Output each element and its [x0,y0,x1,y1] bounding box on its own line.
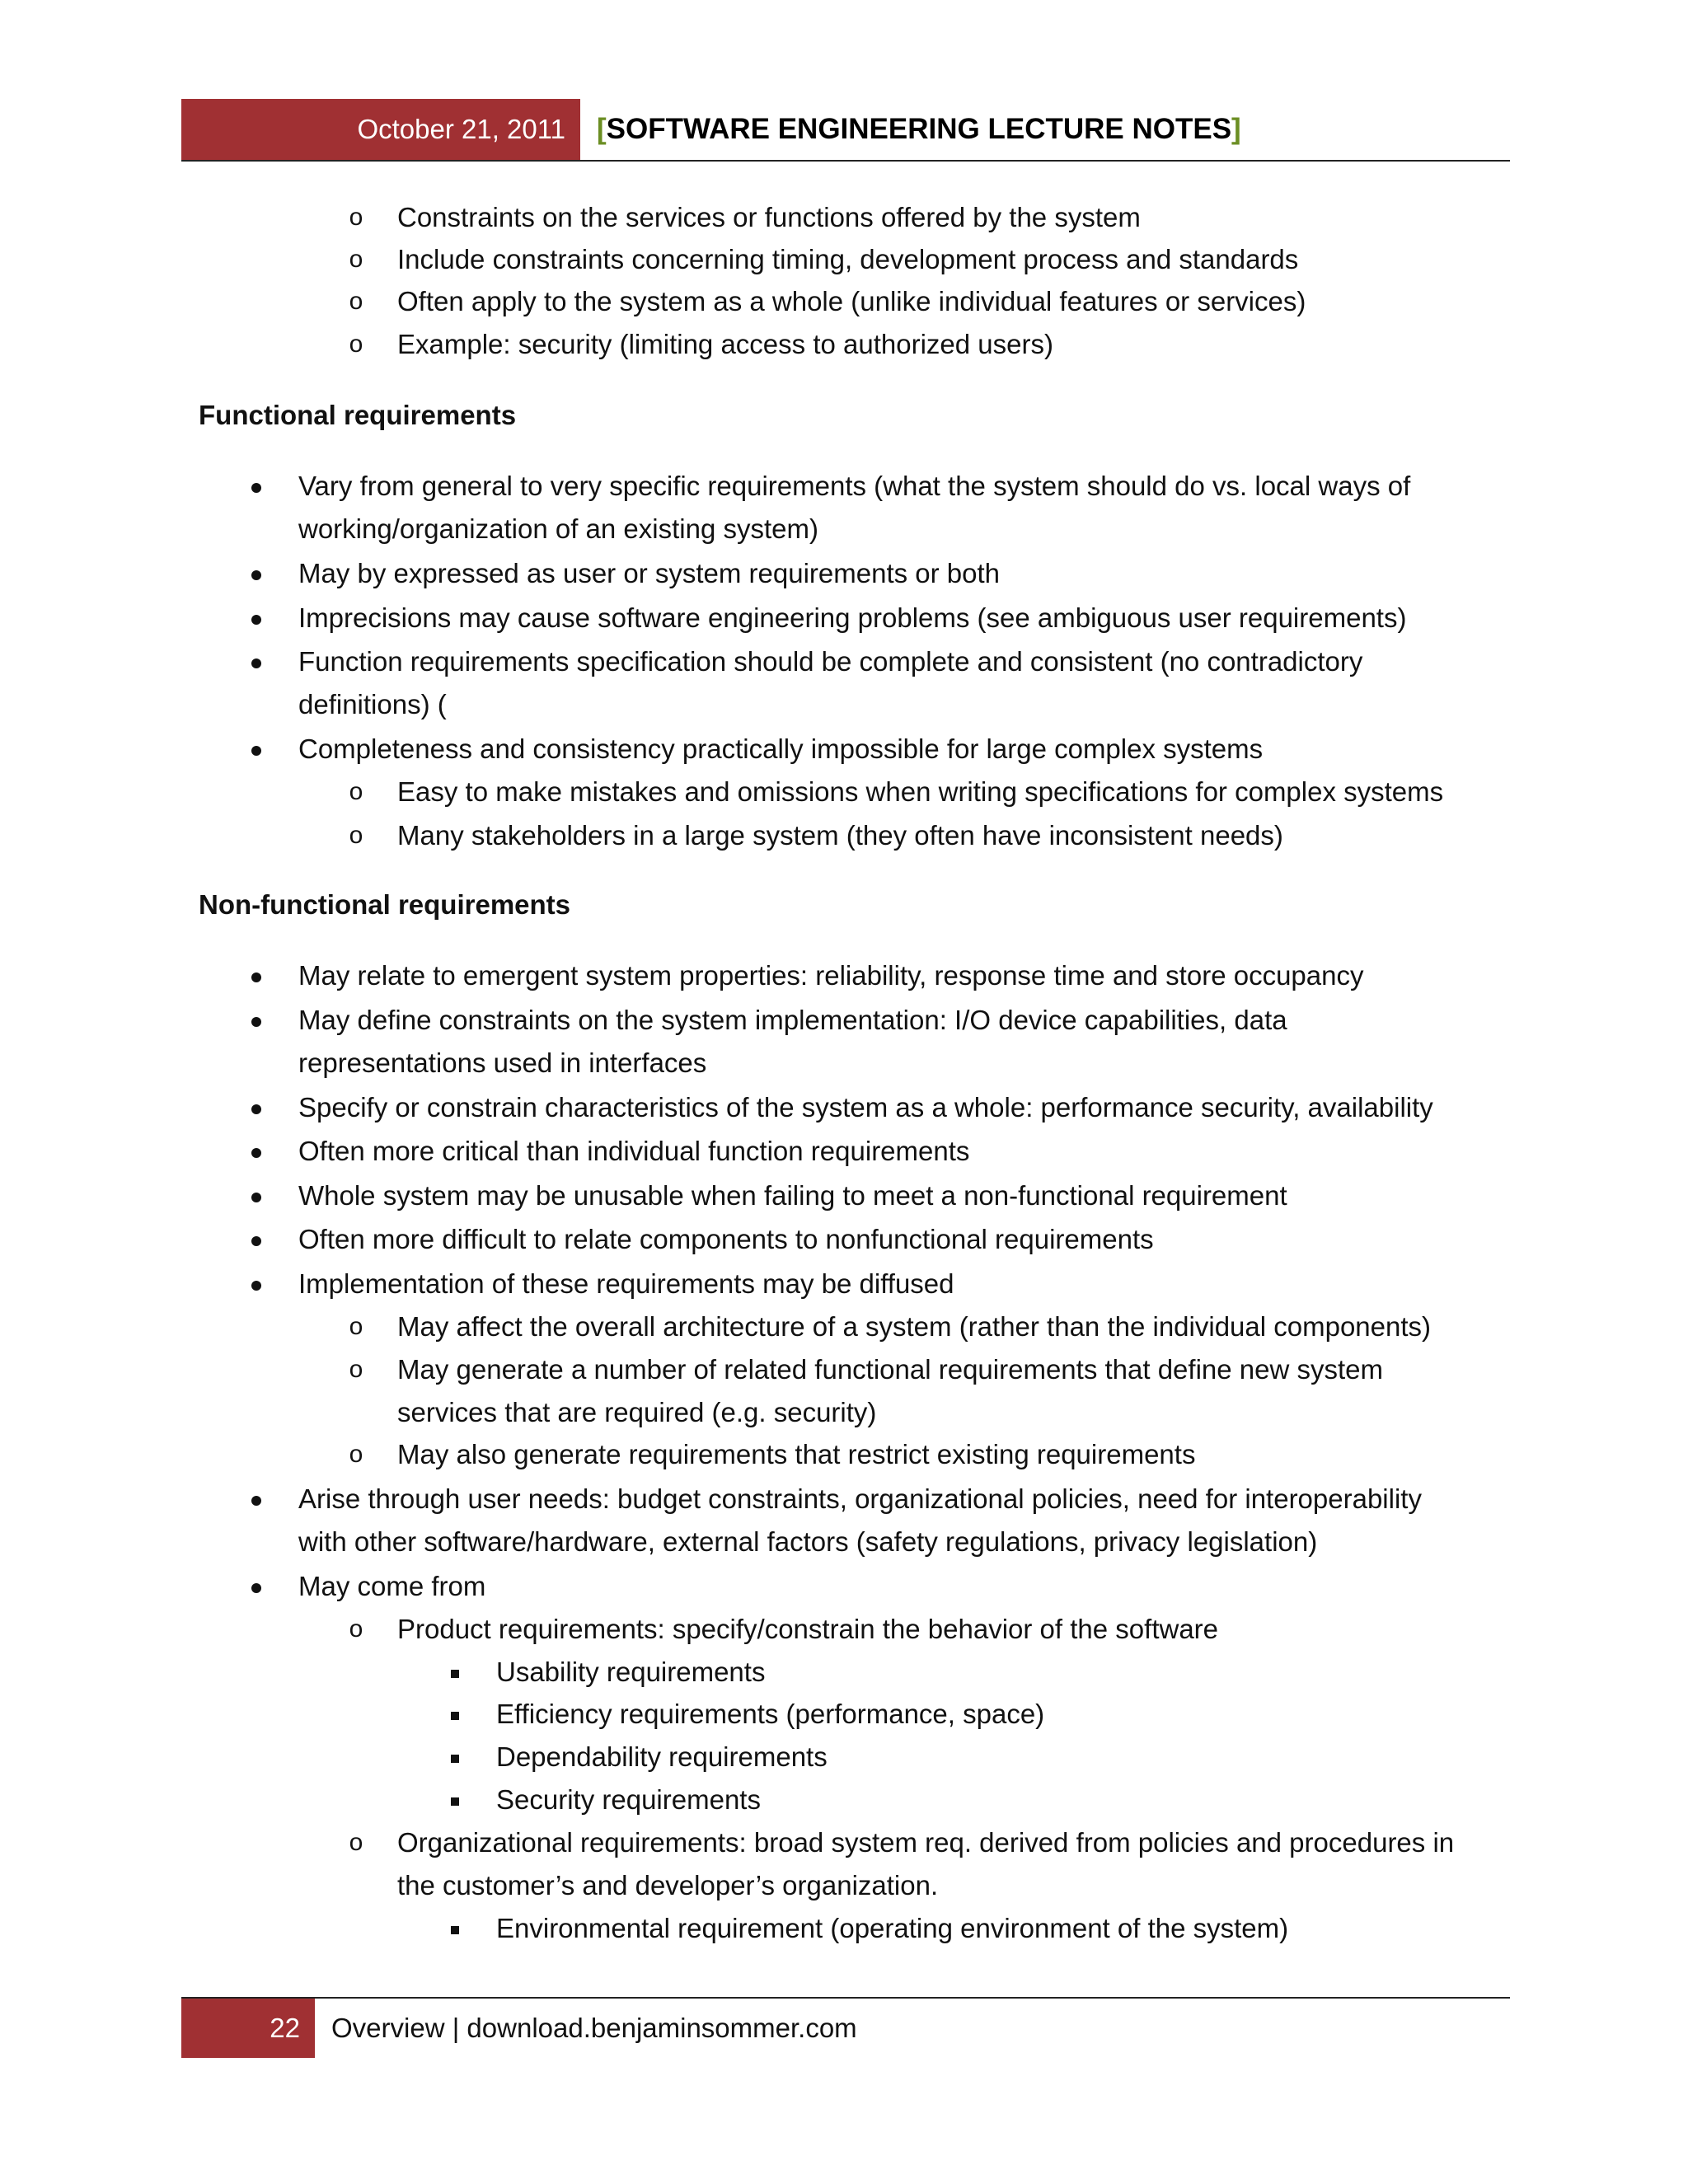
list-item: Completeness and consistency practically impossible for large complex systems [298,733,1264,764]
list-item: Often more difficult to relate components to nonfunctional requirements [298,1224,1154,1254]
square-bullet-icon [440,1656,470,1689]
list-item: Environmental requirement (operating environment of the system) [496,1913,1289,1943]
list-item: Often apply to the system as a whole (unlike individual features or services) [397,286,1306,316]
list-item: May define constraints on the system implementation: I/O device capabilities, data [298,1005,1287,1035]
circle-bullet-icon: o [349,246,363,273]
bullet-icon [241,1570,271,1603]
list-item-continuation: services that are required (e.g. security) [397,1397,877,1427]
circle-bullet-icon: o [349,1615,363,1643]
bullet-icon [241,470,271,503]
bullet-icon [241,1004,271,1037]
footer-page-bar [181,1999,315,2058]
circle-bullet-icon: o [349,1313,363,1340]
bullet-icon [241,602,271,635]
circle-bullet-icon: o [349,204,363,231]
list-item: Imprecisions may cause software engineering problems (see ambiguous user requirements) [298,602,1407,633]
list-item: Constraints on the services or functions offered by the system [397,202,1141,232]
list-item: May come from [298,1571,486,1601]
bullet-icon [241,959,271,992]
header-date: October 21, 2011 [357,114,565,144]
list-item: Specify or constrain characteristics of the system as a whole: performance security, availability [298,1092,1433,1122]
list-item: May generate a number of related functional requirements that define new system [397,1354,1383,1385]
list-item: Often more critical than individual function requirements [298,1136,970,1166]
bullet-icon [241,1091,271,1124]
circle-bullet-icon: o [349,1441,363,1468]
circle-bullet-icon: o [349,1356,363,1383]
list-item-continuation: representations used in interfaces [298,1047,707,1078]
square-bullet-icon [440,1698,470,1731]
bullet-icon [241,1268,271,1301]
list-item: Organizational requirements: broad system req. derived from policies and procedures in [397,1827,1455,1858]
bullet-icon [241,733,271,766]
document-title: SOFTWARE ENGINEERING LECTURE NOTES [606,113,1232,145]
list-item: May affect the overall architecture of a system (rather than the individual components) [397,1311,1432,1342]
section-heading-nonfunctional: Non-functional requirements [199,889,571,920]
list-item: Security requirements [496,1784,761,1815]
square-bullet-icon [440,1912,470,1945]
bullet-icon [241,1223,271,1256]
bullet-icon [241,1135,271,1168]
list-item: Arise through user needs: budget constraints, organizational policies, need for interoperability [298,1483,1422,1514]
circle-bullet-icon: o [349,330,363,358]
close-bracket: ] [1231,113,1241,145]
list-item: May also generate requirements that restrict existing requirements [397,1439,1196,1469]
list-item: May by expressed as user or system requirements or both [298,558,1001,588]
list-item: Vary from general to very specific requirements (what the system should do vs. local ways of [298,471,1411,501]
list-item: May relate to emergent system properties: reliability, response time and store occupancy [298,960,1364,991]
circle-bullet-icon: o [349,1829,363,1856]
circle-bullet-icon: o [349,822,363,849]
list-item: Usability requirements [496,1657,766,1687]
list-item: Dependability requirements [496,1741,828,1772]
footer-text: Overview | download.benjaminsommer.com [331,2013,857,2043]
header-rule [181,160,1510,162]
list-item: Many stakeholders in a large system (they often have inconsistent needs) [397,820,1283,851]
list-item-continuation: working/organization of an existing system) [298,513,818,544]
list-item: Easy to make mistakes and omissions when writing specifications for complex systems [397,776,1444,807]
circle-bullet-icon: o [349,288,363,315]
list-item: Product requirements: specify/constrain the behavior of the software [397,1614,1219,1644]
section-heading-functional: Functional requirements [199,400,517,430]
list-item: Implementation of these requirements may be diffused [298,1268,954,1299]
page-number: 22 [270,2013,300,2043]
bullet-icon [241,645,271,678]
open-bracket: [ [597,113,607,145]
list-item-continuation: definitions) ( [298,689,447,719]
header-date-bar [181,99,580,160]
bullet-icon [241,557,271,590]
square-bullet-icon [440,1741,470,1774]
list-item-continuation: the customer’s and developer’s organization. [397,1870,939,1900]
list-item: Include constraints concerning timing, development process and standards [397,244,1299,274]
list-item: Function requirements specification should be complete and consistent (no contradictory [298,646,1363,677]
square-bullet-icon [440,1783,470,1816]
list-item: Efficiency requirements (performance, space) [496,1699,1045,1729]
circle-bullet-icon: o [349,778,363,805]
list-item-continuation: with other software/hardware, external factors (safety regulations, privacy legislation) [298,1526,1318,1557]
list-item: Whole system may be unusable when failing to meet a non-functional requirement [298,1180,1287,1211]
bullet-icon [241,1483,271,1516]
bullet-icon [241,1179,271,1212]
list-item: Example: security (limiting access to authorized users) [397,329,1053,359]
header-title [597,99,1241,160]
